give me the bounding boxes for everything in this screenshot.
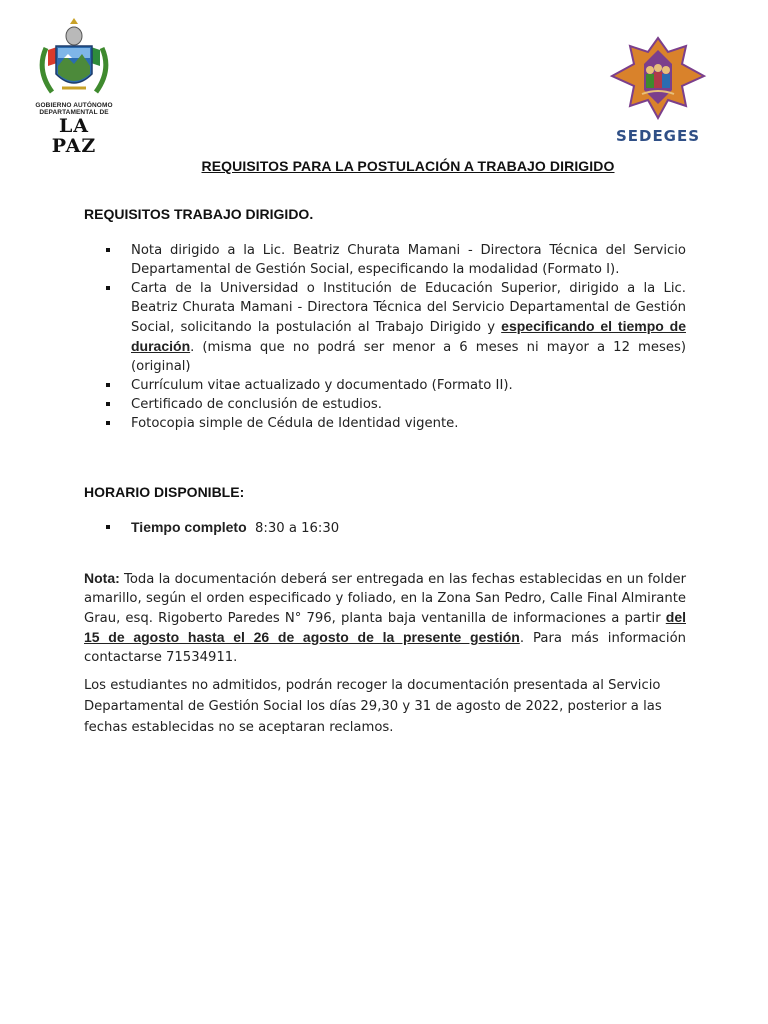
nota-colon: : <box>115 570 120 586</box>
horario-list <box>106 518 686 538</box>
bullet-icon <box>106 248 110 252</box>
list-item-text: Fotocopia simple de Cédula de Identidad vigente. <box>131 416 459 431</box>
coat-of-arms-icon <box>34 18 114 102</box>
logo-caption-line1: GOBIERNO AUTÓNOMO <box>35 102 113 109</box>
list-item <box>106 241 686 279</box>
list-item-text: Certificado de conclusión de estudios. <box>131 397 382 412</box>
list-item <box>106 376 686 395</box>
horario-label: Tiempo completo <box>131 519 247 535</box>
bullet-icon <box>106 286 110 290</box>
list-item <box>106 518 686 538</box>
bullet-icon <box>106 383 110 387</box>
list-item <box>106 279 686 376</box>
horario-heading: HORARIO DISPONIBLE: <box>84 484 245 500</box>
nota-text-end: . Para más información contactarse 71534911. <box>84 631 686 665</box>
list-item-text: Carta de la Universidad o Institución de Educación Superior, dirigido a la Lic. Beatriz Churata Mamani - Directora Técnica del Servicio Departamental de Gestión Social, solicitando la postulación al Trabajo Dirigido y <box>131 281 686 335</box>
bullet-icon <box>106 402 110 406</box>
list-item <box>106 414 686 433</box>
closing-paragraph: Los estudiantes no admitidos, podrán recoger la documentación presentada al Servicio Departamental de Gestión Social los días 29,30 y 31 de agosto de 2022, posterior a las fechas establecidas no se aceptaran reclamos. <box>84 678 662 735</box>
list-item-text: Currículum vitae actualizado y documentado (Formato II). <box>131 378 513 393</box>
logo-caption-line3: LA PAZ <box>51 115 97 157</box>
document-title: REQUISITOS PARA LA POSTULACIÓN A TRABAJO DIRIGIDO <box>201 158 615 174</box>
nota-text: Toda la documentación deberá ser entregada en las fechas establecidas en un folder amarillo, según el orden especificado y foliado, en la Zona San Pedro, Calle Final Almirante Grau, esq. Rigoberto Paredes N° 796, planta baja ventanilla de informaciones a partir <box>84 572 686 626</box>
requisitos-list <box>106 241 686 433</box>
list-item-text: . (misma que no podrá ser menor a 6 meses ni mayor a 12 meses) (original) <box>131 340 686 374</box>
list-item-text: Nota dirigido a la Lic. Beatriz Churata Mamani - Directora Técnica del Servicio Departamental de Gestión Social, especificando la modalidad (Formato I). <box>131 243 686 277</box>
list-item <box>106 395 686 414</box>
nota-emphasis: del 15 de agosto hasta el 26 de agosto de la presente gestión <box>84 609 686 645</box>
logo-caption-line2: DEPARTAMENTAL DE <box>39 109 109 116</box>
bullet-icon <box>106 421 110 425</box>
horario-hours: 8:30 a 16:30 <box>255 521 340 536</box>
nota-label: Nota <box>84 570 116 586</box>
sedeges-emblem-icon <box>606 36 710 120</box>
nota-paragraph <box>84 569 686 667</box>
requisitos-heading: REQUISITOS TRABAJO DIRIGIDO. <box>84 206 314 222</box>
gobernacion-la-paz-logo <box>34 18 114 157</box>
list-item-emphasis: especificando el tiempo de duración <box>131 318 686 354</box>
sedeges-brand-text: SEDEGES <box>615 127 701 145</box>
bullet-icon <box>106 525 110 529</box>
sedeges-logo <box>606 36 710 144</box>
